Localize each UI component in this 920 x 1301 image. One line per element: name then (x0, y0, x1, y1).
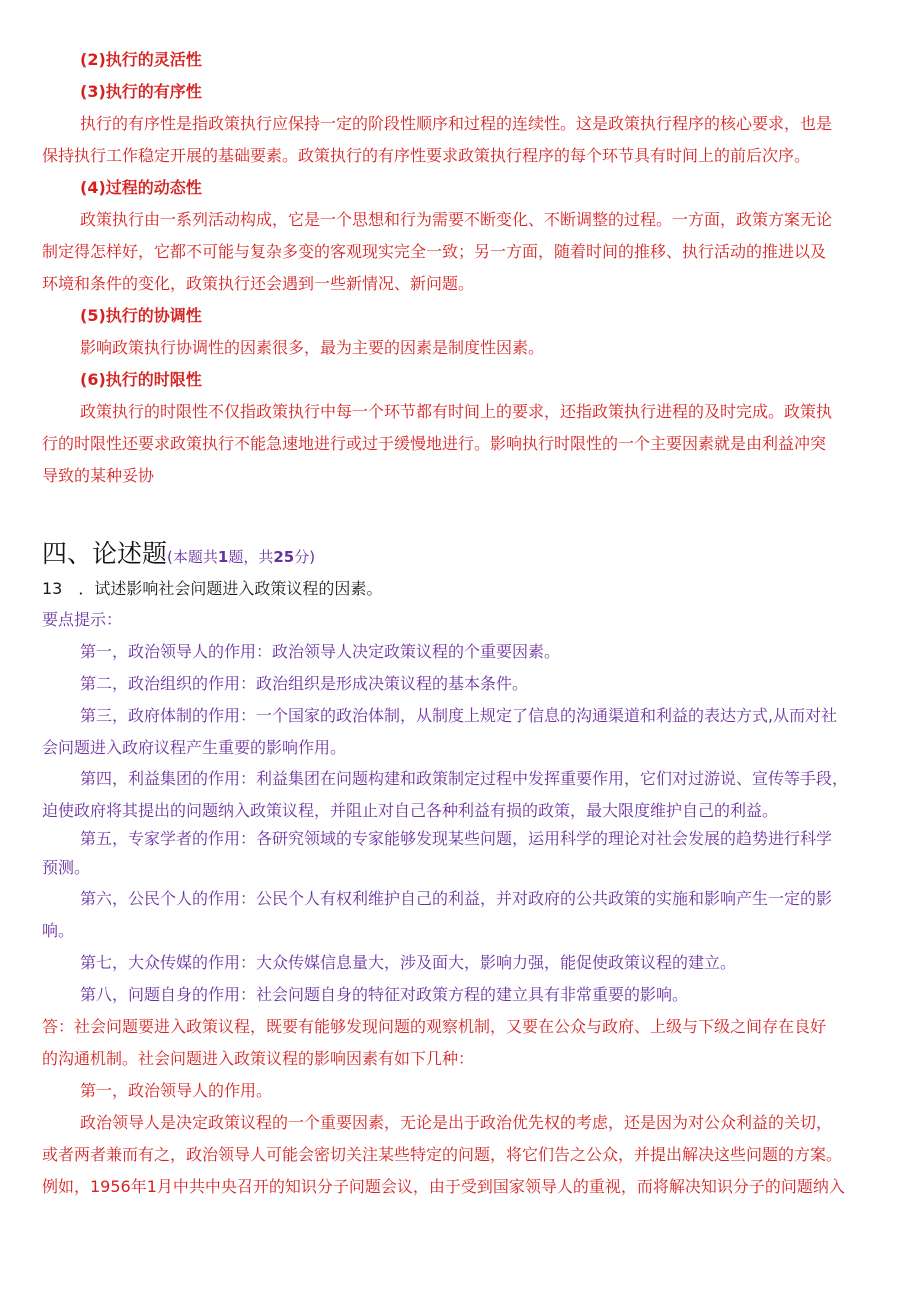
paragraph-line: 执行的有序性是指政策执行应保持一定的阶段性顺序和过程的连续性。这是政策执行程序的核心要求，也是 (80, 114, 833, 133)
section-note: (本题共1题，共25分) (167, 548, 316, 566)
paragraph-line: 政策执行由一系列活动构成，它是一个思想和行为需要不断变化、不断调整的过程。一方面，政策方案无论 (80, 210, 833, 229)
hint-line: 第八，问题自身的作用：社会问题自身的特征对政策方程的建立具有非常重要的影响。 (80, 985, 689, 1004)
hint-line: 第二，政治组织的作用：政治组织是形成决策议程的基本条件。 (80, 674, 529, 693)
paragraph-line: 政策执行的时限性不仅指政策执行中每一个环节都有时间上的要求，还指政策执行进程的及时完成。政策执 (80, 402, 833, 421)
answer-line: 或者两者兼而有之，政治领导人可能会密切关注某些特定的问题，将它们告之公众，并提出解决这些问题的方案。 (42, 1145, 843, 1164)
heading-coordination: (5)执行的协调性 (80, 306, 202, 325)
section-heading (42, 538, 315, 573)
paragraph-line: 行的时限性还要求政策执行不能急速地进行或过于缓慢地进行。影响执行时限性的一个主要因素就是由利益冲突 (42, 434, 827, 453)
hint-line: 第五，专家学者的作用：各研究领域的专家能够发现某些问题，运用科学的理论对社会发展的趋势进行科学 (80, 829, 833, 848)
paragraph-line: 保持执行工作稳定开展的基础要素。政策执行的有序性要求政策执行程序的每个环节具有时间上的前后次序。 (42, 146, 811, 165)
hint-line: 第六，公民个人的作用：公民个人有权利维护自己的利益，并对政府的公共政策的实施和影响产生一定的影 (80, 889, 833, 908)
answer-line: 例如，1956年1月中共中央召开的知识分子问题会议，由于受到国家领导人的重视，而将解决知识分子的问题纳入 (42, 1177, 845, 1196)
hint-line: 第一，政治领导人的作用：政治领导人决定政策议程的个重要因素。 (80, 642, 561, 661)
hint-line: 第三，政府体制的作用：一个国家的政治体制，从制度上规定了信息的沟通渠道和利益的表达方式,从而对社 (80, 706, 838, 725)
heading-dynamic: (4)过程的动态性 (80, 178, 202, 197)
hint-line: 第四，利益集团的作用：利益集团在问题构建和政策制定过程中发挥重要作用，它们对过游说、宣传等手段， (80, 769, 849, 788)
hint-line: 迫使政府将其提出的问题纳入政策议程，并阻止对自己各种利益有损的政策，最大限度维护自己的利益。 (42, 801, 779, 820)
question-text: 13 ．试述影响社会问题进入政策议程的因素。 (42, 579, 383, 598)
paragraph-line: 影响政策执行协调性的因素很多，最为主要的因素是制度性因素。 (80, 338, 545, 357)
heading-time-limit: (6)执行的时限性 (80, 370, 202, 389)
hint-label: 要点提示： (42, 610, 123, 629)
hint-line: 第七，大众传媒的作用：大众传媒信息量大，涉及面大，影响力强，能促使政策议程的建立。 (80, 953, 737, 972)
answer-line: 政治领导人是决定政策议程的一个重要因素，无论是出于政治优先权的考虑，还是因为对公众利益的关切， (80, 1113, 833, 1132)
heading-order: (3)执行的有序性 (80, 82, 202, 101)
answer-line: 答：社会问题要进入政策议程，既要有能够发现问题的观察机制，又要在公众与政府、上级与下级之间存在良好 (42, 1017, 827, 1036)
paragraph-line: 环境和条件的变化，政策执行还会遇到一些新情况、新问题。 (42, 274, 475, 293)
paragraph-line: 导致的某种妥协 (42, 466, 155, 485)
answer-point-heading: 第一，政治领导人的作用。 (80, 1081, 273, 1100)
hint-line: 会问题进入政府议程产生重要的影响作用。 (42, 738, 347, 757)
paragraph-line: 制定得怎样好，它都不可能与复杂多变的客观现实完全一致；另一方面，随着时间的推移、执行活动的推进以及 (42, 242, 827, 261)
section-title: 四、论述题 (42, 539, 168, 568)
hint-line: 响。 (42, 921, 75, 940)
heading-flexibility: (2)执行的灵活性 (80, 50, 202, 69)
answer-line: 的沟通机制。社会问题进入政策议程的影响因素有如下几种： (42, 1049, 475, 1068)
hint-line: 预测。 (42, 858, 91, 877)
